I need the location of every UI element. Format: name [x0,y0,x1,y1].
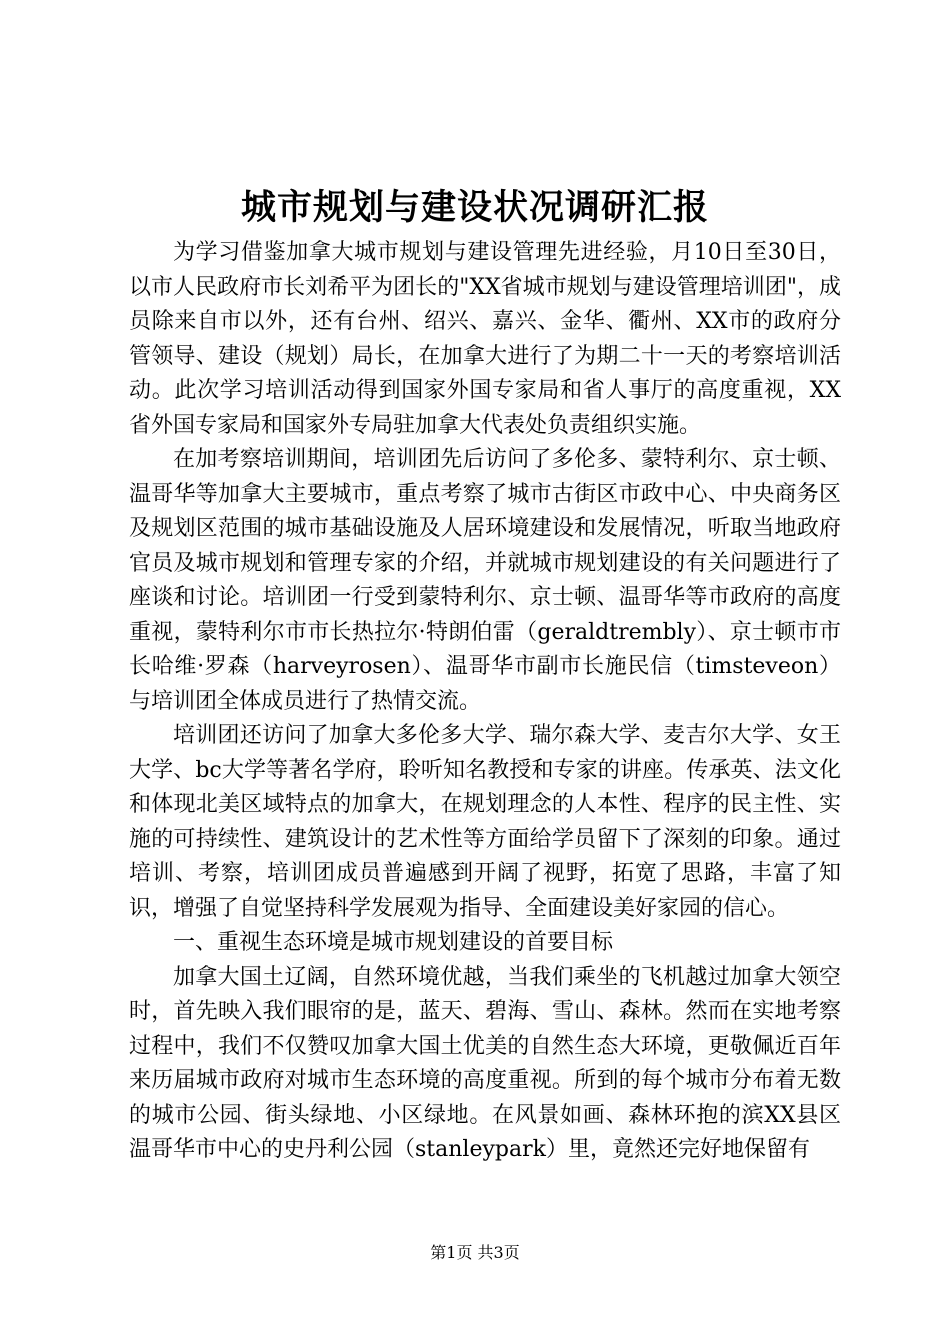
page-footer: 第1页 共3页 [430,1243,520,1262]
document-title: 城市规划与建设状况调研汇报 [240,187,709,228]
paragraph-universities: 培训团还访问了加拿大多伦多大学、瑞尔森大学、麦吉尔大学、女王大学、bc大学等著名学府，聆听知名教授和专家的讲座。传承英、法文化和体现北美区域特点的加拿大，在规划理念的人本性、程序的民主性、实施的可持续性、建筑设计的艺术性等方面给学员留下了深刻的印象。通过培训、考察，培训团成员普遍感到开阔了视野，拓宽了思路，丰富了知识，增强了自觉坚持科学发展观为指导、全面建设美好家园的信心。 [129,723,841,921]
paragraph-ecology: 加拿大国土辽阔，自然环境优越，当我们乘坐的飞机越过加拿大领空时，首先映入我们眼帘的是，蓝天、碧海、雪山、森林。然而在实地考察过程中，我们不仅赞叹加拿大国土优美的自然生态大环境，更敬佩近百年来历届城市政府对城市生态环境的高度重视。所到的每个城市分布着无数的城市公园、街头绿地、小区绿地。在风景如画、森林环抱的滨XX县区温哥华市中心的史丹利公园（stanleypark）里，竟然还完好地保留有 [129,964,841,1162]
paragraph-intro: 为学习借鉴加拿大城市规划与建设管理先进经验，月10日至30日，以市人民政府市长刘希平为团长的"XX省城市规划与建设管理培训团"，成员除来自市以外，还有台州、绍兴、嘉兴、金华、衢州、XX市的政府分管领导、建设（规划）局长，在加拿大进行了为期二十一天的考察培训活动。此次学习培训活动得到国家外国专家局和省人事厅的高度重视，XX省外国专家局和国家外专局驻加拿大代表处负责组织实施。 [129,240,841,438]
section-heading-1: 一、重视生态环境是城市规划建设的首要目标 [173,930,614,955]
paragraph-visits: 在加考察培训期间，培训团先后访问了多伦多、蒙特利尔、京士顿、温哥华等加拿大主要城市，重点考察了城市古街区市政中心、中央商务区及规划区范围的城市基础设施及人居环境建设和发展情况，听取当地政府官员及城市规划和管理专家的介绍，并就城市规划建设的有关问题进行了座谈和讨论。培训团一行受到蒙特利尔、京士顿、温哥华等市政府的高度重视，蒙特利尔市市长热拉尔·特朗伯雷（geraldtrembly）、京士顿市市长哈维·罗森（harveyrosen）、温哥华市副市长施民信（timsteveon）与培训团全体成员进行了热情交流。 [129,447,841,714]
document-body [129,236,841,1168]
